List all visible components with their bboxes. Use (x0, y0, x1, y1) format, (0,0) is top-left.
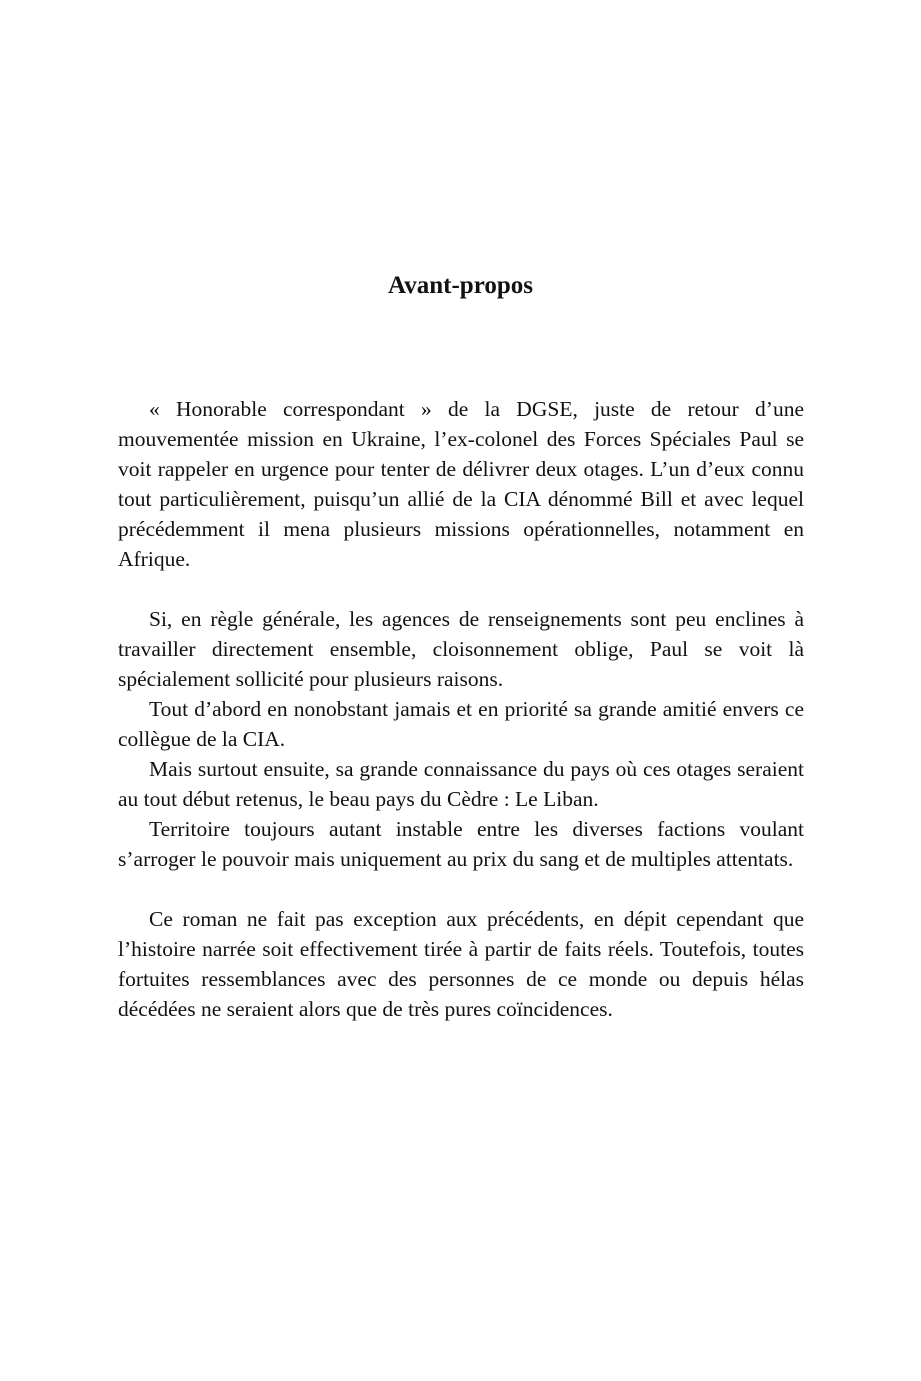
paragraph-disclaimer: Ce roman ne fait pas exception aux précédents, en dépit cependant que l’histoire narrée soit effectivement tirée à partir de faits réels. Toutefois, toutes fortuites ressemblances avec des personnes de ce monde ou depuis hélas décédées ne seraient alors que de très pures coïncidences. (118, 907, 804, 1021)
paragraph-agencies: Si, en règle générale, les agences de renseignements sont peu enclines à travailler directement ensemble, cloisonnement oblige, Paul se voit là spécialement sollicité pour plusieurs raisons. (118, 607, 804, 691)
paragraph-intro: « Honorable correspondant » de la DGSE, juste de retour d’une mouvementée mission en Ukraine, l’ex-colonel des Forces Spéciales Paul se voit rappeler en urgence pour tenter de délivrer deux otages. L’un d’eux connu tout particulièrement, puisqu’un allié de la CIA dénommé Bill et avec lequel précédemment il mena plusieurs missions opérationnelles, notamment en Afrique. (118, 397, 804, 571)
paragraph-country: Mais surtout ensuite, sa grande connaissance du pays où ces otages seraient au tout début retenus, le beau pays du Cèdre : Le Liban. (118, 757, 804, 811)
paragraph-friendship: Tout d’abord en nonobstant jamais et en priorité sa grande amitié envers ce collègue de la CIA. (118, 697, 804, 751)
paragraph-territory: Territoire toujours autant instable entre les diverses factions voulant s’arroger le pouvoir mais uniquement au prix du sang et de multiples attentats. (118, 817, 804, 871)
body-text (118, 394, 804, 1024)
page-title: Avant-propos (388, 272, 533, 299)
